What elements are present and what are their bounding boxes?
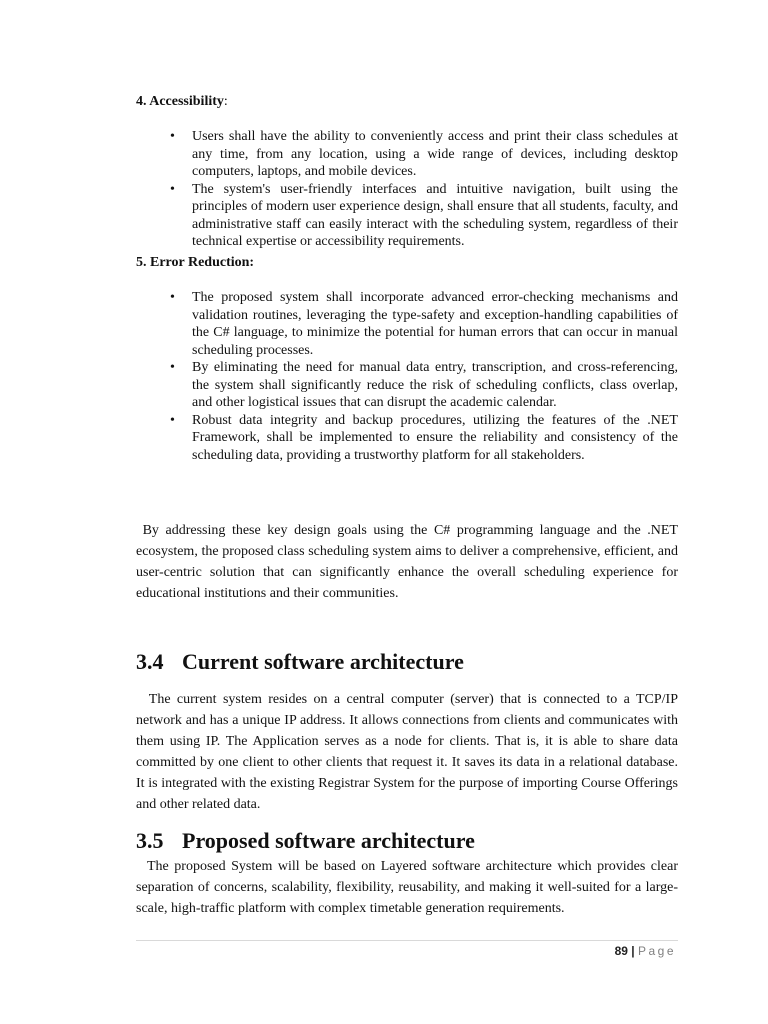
accessibility-bullet: • Users shall have the ability to conveniently access and print their class schedules at any time, from any location, using a wide range of devices, including desktop computers, laptops, and mobile devices. <box>192 128 678 181</box>
accessibility-heading-colon: : <box>223 94 228 109</box>
summary-paragraph: By addressing these key design goals using the C# programming language and the .NET ecosystem, the proposed class scheduling system aims to deliver a comprehensive, efficient, and user-centric solution that can significantly enhance the overall scheduling experience for educational institutions and their communities. <box>136 523 678 601</box>
accessibility-bullet-list <box>192 128 678 251</box>
section-3-4-paragraph: The current system resides on a central computer (server) that is connected to a TCP/IP network and has a unique IP address. It allows connections from clients and communicates with them using IP. The Application serves as a node for clients. That is, it is able to share data committed by one client to other clients that request it. It saves its data in a relational database. It is integrated with the existing Registrar System for the purpose of importing Course Offerings and other related data. <box>136 692 678 812</box>
accessibility-heading <box>136 93 228 111</box>
error-reduction-bullet: • By eliminating the need for manual data entry, transcription, and cross-referencing, the system shall significantly reduce the risk of scheduling conflicts, class overlap, and other logistical issues that can disrupt the academic calendar. <box>192 359 678 412</box>
section-3-5-number: 3.5 <box>136 828 164 853</box>
section-3-5-title: Proposed software architecture <box>182 828 475 853</box>
section-3-4-title: Current software architecture <box>182 649 464 674</box>
page-footer <box>615 944 676 958</box>
page-number: 89 <box>614 944 628 958</box>
error-reduction-bullet: • Robust data integrity and backup procedures, utilizing the features of the .NET Framework, shall be implemented to ensure the reliability and consistency of the scheduling data, providing a trustworthy platform for all stakeholders. <box>192 412 678 465</box>
error-reduction-bullet: • The proposed system shall incorporate advanced error-checking mechanisms and validation routines, leveraging the type-safety and exception-handling capabilities of the C# language, to minimize the potential for human errors that can occur in manual scheduling processes. <box>192 289 678 359</box>
accessibility-heading-label: 4. Accessibility <box>136 94 224 109</box>
error-reduction-heading-label: 5. Error Reduction: <box>136 255 255 270</box>
error-reduction-heading <box>136 254 254 272</box>
section-3-5-heading <box>136 827 475 855</box>
footer-separator: | <box>631 944 635 958</box>
accessibility-bullet: • The system's user-friendly interfaces and intuitive navigation, built using the principles of modern user experience design, shall ensure that all students, faculty, and administrative staff can easily interact with the scheduling system, regardless of their technical expertise or accessibility requirements. <box>192 181 678 251</box>
page-label: Page <box>637 944 676 958</box>
error-reduction-bullet-list <box>192 289 678 464</box>
section-3-4-heading <box>136 648 464 676</box>
section-3-5-paragraph: The proposed System will be based on Layered software architecture which provides clear separation of concerns, scalability, flexibility, reusability, and making it well-suited for a large-scale, high-traffic platform with complex timetable generation requirements. <box>136 859 678 916</box>
section-3-4-number: 3.4 <box>136 649 164 674</box>
footer-divider <box>136 940 678 941</box>
